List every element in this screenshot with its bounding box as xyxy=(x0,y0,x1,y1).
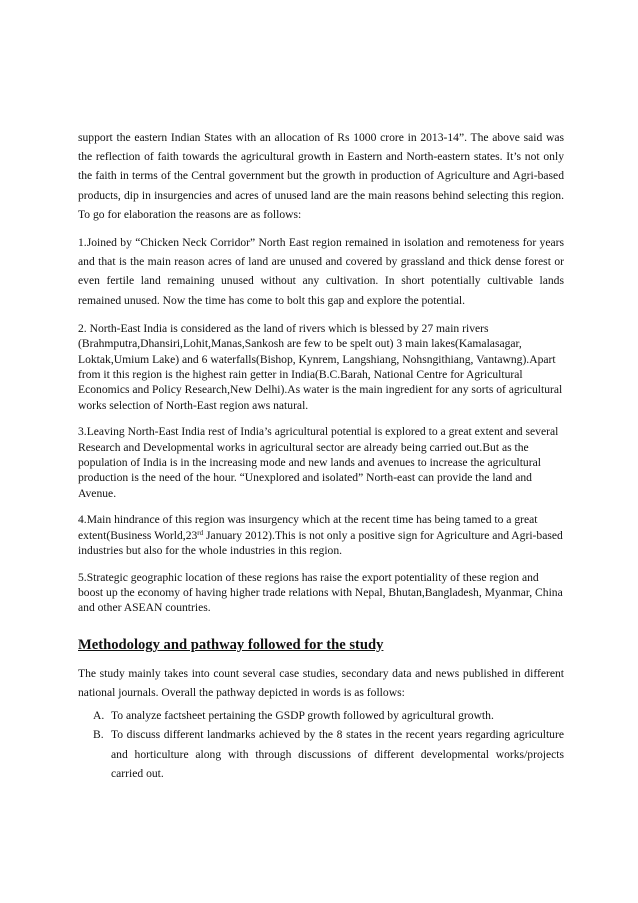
reason-4-paragraph xyxy=(78,512,564,558)
intro-paragraph: support the eastern Indian States with an allocation of Rs 1000 crore in 2013-14”. The above said was the reflection of faith towards the agricultural growth in Eastern and North-eastern states. It’s not only the faith in terms of the Central government but the growth in production of Agriculture and Agri-based products, dip in insurgencies and acres of unused land are the main reasons behind selecting this region. To go for elaboration the reasons are as follows: xyxy=(78,131,564,221)
list-item xyxy=(78,725,564,783)
reason-2-paragraph: 2. North-East India is considered as the land of rivers which is blessed by 27 main rivers (Brahmputra,Dhansiri,Lohit,Manas,Sankosh are few to be spelt out) 3 main lakes(Kamalasagar, Loktak,Umium Lake) and 6 waterfalls(Bishop, Kynrem, Langshiang, Nohsngithiang, Vantawng).Apart from it this region is the highest rain getter in India(B.C.Barah, National Centre for Agricultural Economics and Policy Research,New Delhi).As water is the main ingredient for any sorts of agricultural works selection of North-East region aws natural. xyxy=(78,321,563,412)
list-item xyxy=(78,706,564,725)
methodology-heading: Methodology and pathway followed for the study xyxy=(78,636,384,653)
reason-4-text-end: January 2012).This is not only a positive sign for Agriculture and Agri-based industries but also for the whole industries in this region. xyxy=(78,528,563,558)
methodology-paragraph: The study mainly takes into count several case studies, secondary data and news published in different national journals. Overall the pathway depicted in words is as follows: xyxy=(78,666,564,699)
objectives-list xyxy=(78,706,564,783)
list-item-marker: A. xyxy=(93,709,105,723)
list-item-text: To analyze factsheet pertaining the GSDP growth followed by agricultural growth. xyxy=(111,709,494,723)
document-page xyxy=(78,128,564,783)
reason-1-paragraph: 1.Joined by “Chicken Neck Corridor” North East region remained in isolation and remoteness for years and that is the main reason acres of land are unused and covered by grassland and thick dense forest or even fertile land remaining unused without any cultivation. In short potentially cultivable lands remained unused. Now the time has come to bolt this gap and explore the potential. xyxy=(78,236,564,307)
reason-5-paragraph: 5.Strategic geographic location of these regions has raise the export potentiality of these region and boost up the economy of having higher trade relations with Nepal, Bhutan,Bangladesh, Myanmar, China and other ASEAN countries. xyxy=(78,570,563,615)
reason-4-superscript: rd xyxy=(197,528,204,537)
list-item-marker: B. xyxy=(93,728,104,742)
reason-4-text-start: 4.Main hindrance of this region was insurgency which at the recent time has being tamed to a great extent(Business World,23 xyxy=(78,513,538,542)
reason-3-paragraph: 3.Leaving North-East India rest of India’s agricultural potential is explored to a great extent and several Research and Developmental works in agricultural sector are already being carried out.But as the population of India is in the increasing mode and new lands and avenues to increase the agricultural production is the need of the hour. “Unexplored and isolated” North-east can provide the land and Avenue. xyxy=(78,425,559,500)
list-item-text: To discuss different landmarks achieved by the 8 states in the recent years regarding agriculture and horticulture along with through discussions of different developmental works/projects carried out. xyxy=(111,728,564,780)
